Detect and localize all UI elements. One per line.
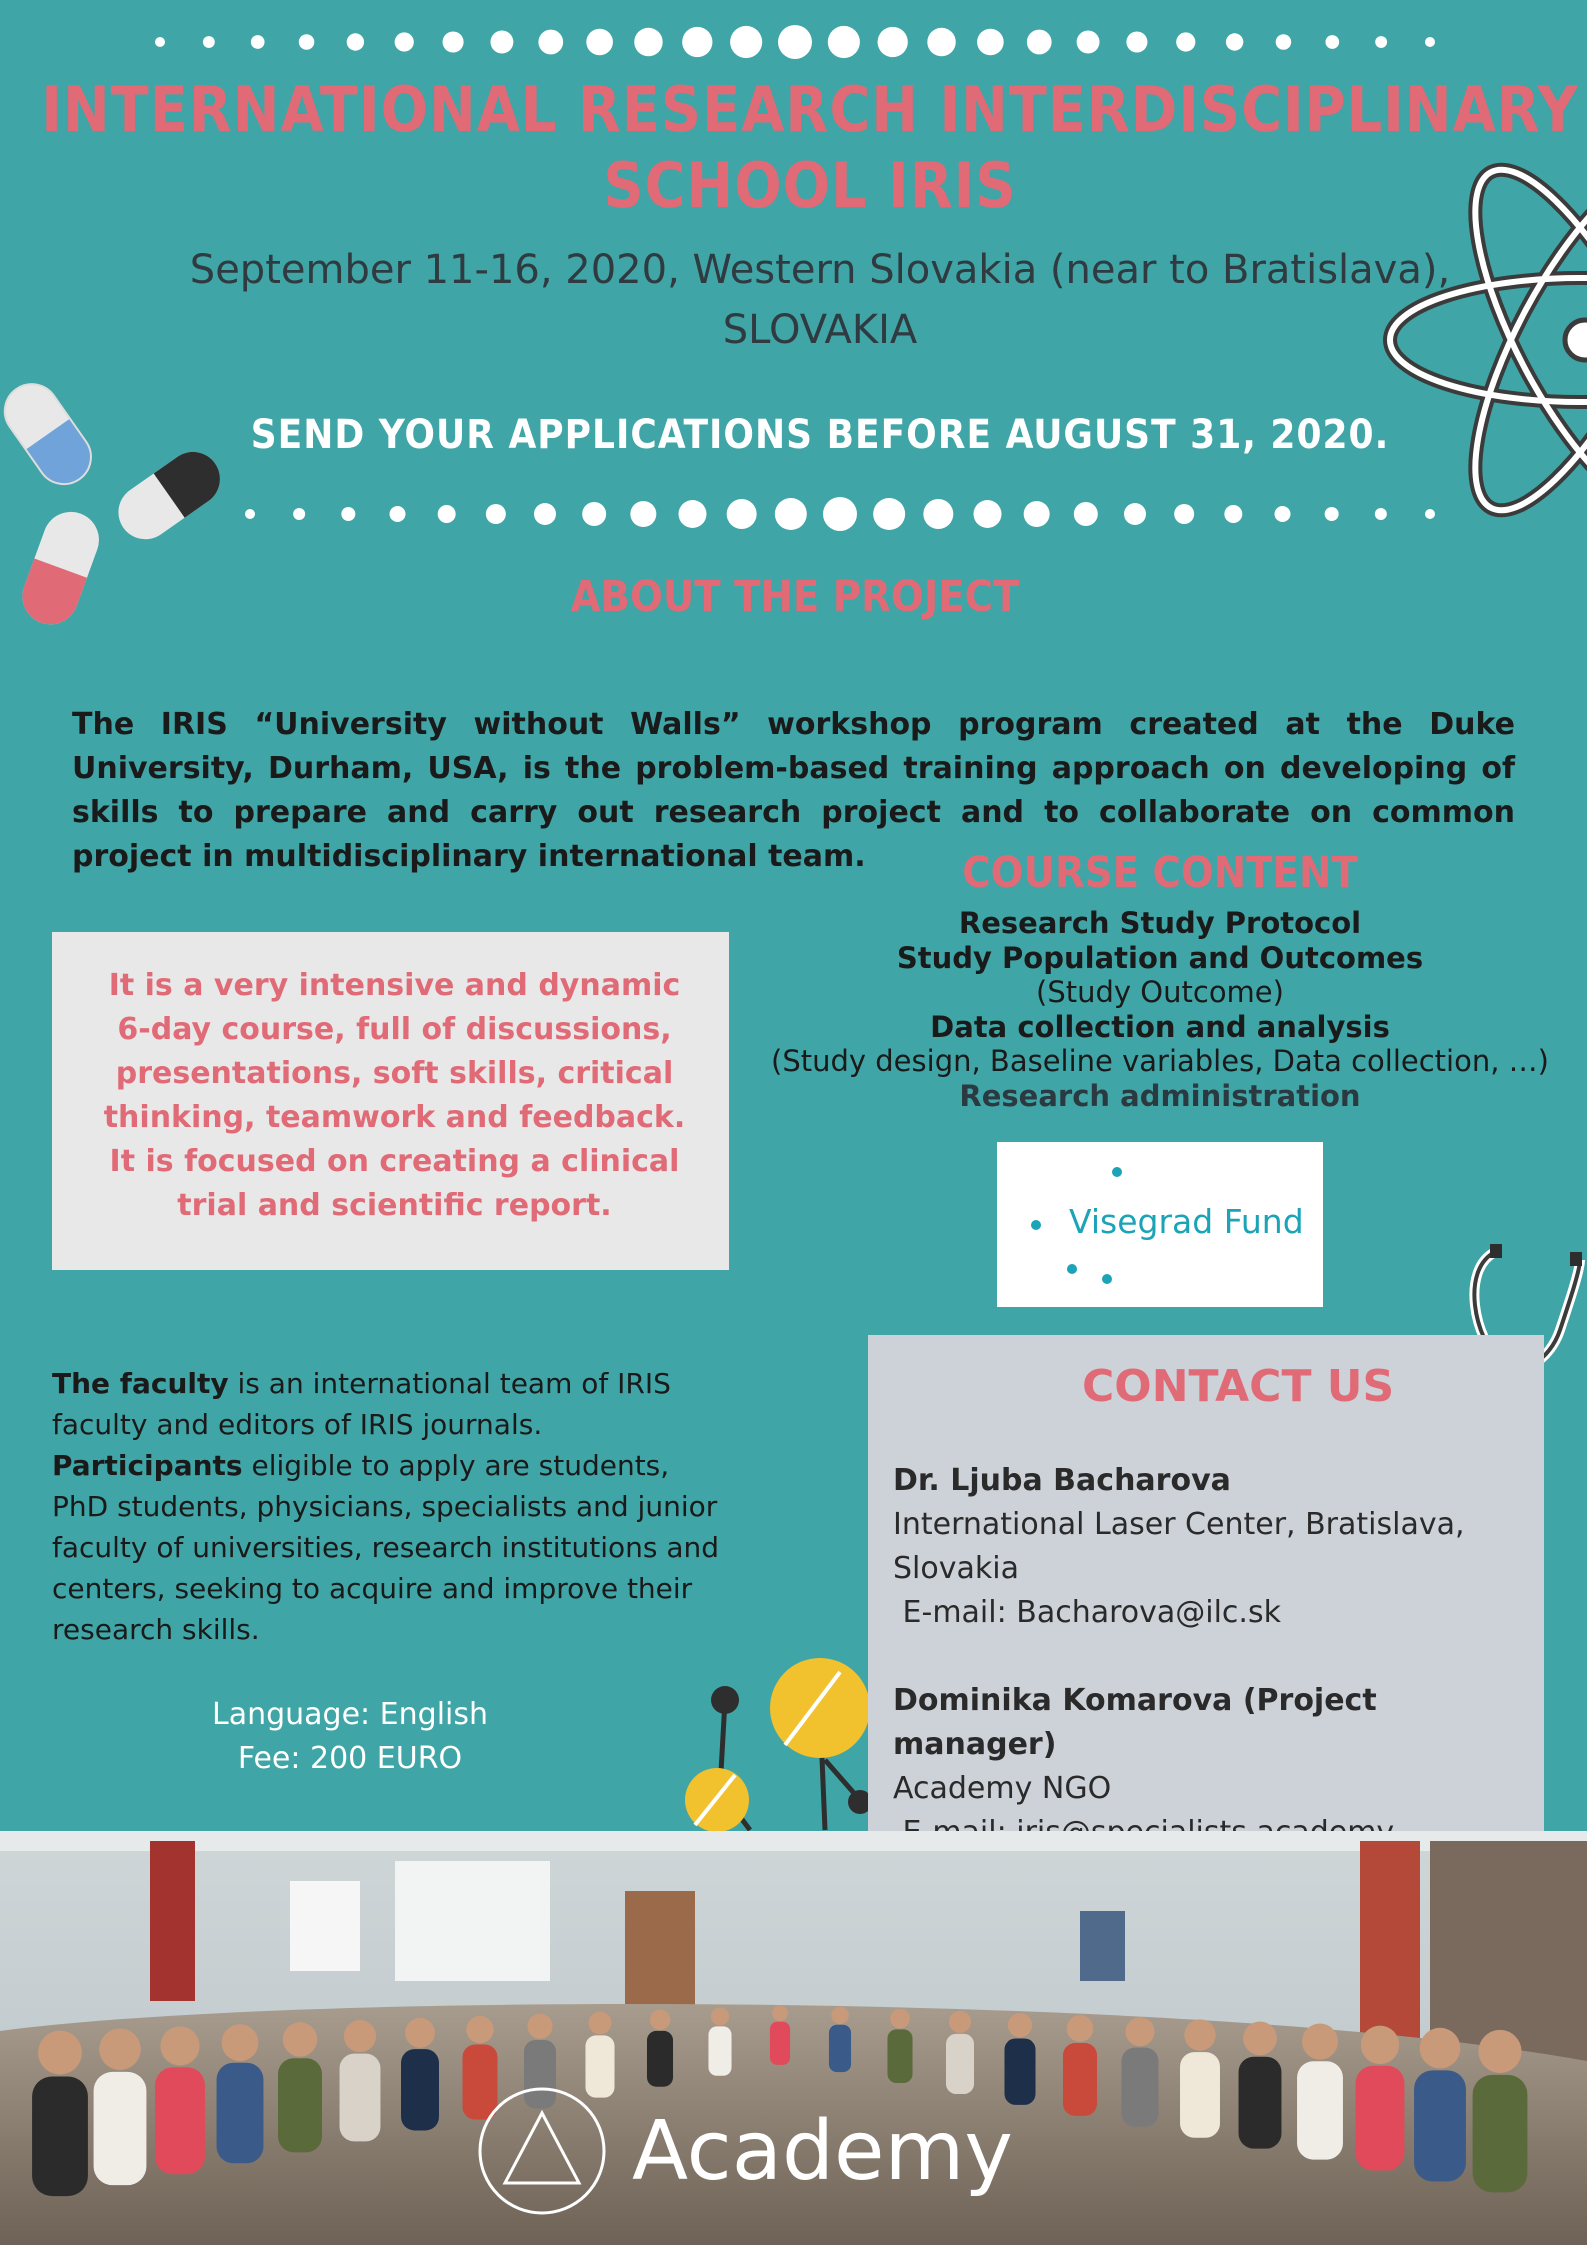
person-body: [946, 2034, 974, 2094]
logo-dot: [1102, 1274, 1112, 1284]
decor-dot: [538, 30, 563, 55]
top-dot-divider: [150, 22, 1440, 62]
decor-dot: [390, 506, 406, 522]
decor-dot: [347, 33, 364, 50]
person-head: [99, 2028, 141, 2070]
person-head: [283, 2022, 318, 2057]
person-body: [887, 2029, 912, 2083]
decor-dot: [486, 504, 506, 524]
decor-dot: [1375, 36, 1387, 48]
decor-dot: [438, 505, 456, 523]
decor-dot: [923, 499, 953, 529]
person-body: [278, 2058, 322, 2152]
decor-dot: [727, 499, 757, 529]
decor-dot: [778, 25, 812, 59]
decor-dot: [443, 31, 464, 52]
decor-dot: [1174, 504, 1194, 524]
decor-dot: [630, 501, 656, 527]
person-head: [38, 2031, 82, 2075]
person-head: [1478, 2030, 1521, 2073]
person-head: [1302, 2024, 1338, 2060]
decor-dot: [1224, 505, 1242, 523]
course-highlight-box: [52, 932, 729, 1270]
participants-text: eligible to apply are students, PhD students, physicians, specialists and junior faculty of universities, research institutions and centers, seeking to acquire and improve their research skills.: [52, 1449, 720, 1646]
person-head: [1067, 2015, 1094, 2042]
decor-dot: [203, 36, 215, 48]
person-body: [524, 2040, 556, 2109]
sponsor-name: Visegrad Fund: [1069, 1202, 1304, 1241]
decor-dot: [155, 37, 165, 47]
decor-dot: [1024, 501, 1050, 527]
person-body: [1356, 2066, 1405, 2171]
language: Language: English: [211, 1697, 489, 1732]
person-body: [155, 2067, 205, 2174]
decor-dot: [534, 503, 556, 525]
person-body: [1122, 2048, 1159, 2127]
contact-email[interactable]: E-mail: Bacharova@ilc.sk: [893, 1595, 1281, 1630]
decor-dot: [927, 28, 955, 56]
decor-dot: [582, 502, 606, 526]
person-head: [1008, 2013, 1032, 2037]
contact-details: [893, 1459, 1543, 1855]
application-deadline: SEND YOUR APPLICATIONS BEFORE AUGUST 31, 2020.: [250, 412, 1390, 458]
person-head: [650, 2009, 670, 2029]
course-item: Study Population and Outcomes: [896, 940, 1424, 975]
decor-dot: [878, 27, 908, 57]
person-head: [1243, 2021, 1277, 2055]
faculty-info: [52, 1363, 732, 1650]
person-head: [1184, 2019, 1215, 2050]
decor-dot: [679, 500, 707, 528]
about-heading: ABOUT THE PROJECT: [570, 572, 1020, 622]
faculty-text: is an international team of IRIS faculty and editors of IRIS journals.: [52, 1367, 671, 1441]
person-head: [890, 2009, 910, 2029]
about-text: The IRIS “University without Walls” workshop program created at the Duke University, Durham, USA, is the problem-based training approach on developing of skills to prepare and carry out research project and to collaborate on common project in multidisciplinary international team.: [72, 707, 1515, 874]
decor-dot: [823, 497, 857, 531]
person-head: [466, 2016, 493, 2043]
person-body: [647, 2031, 673, 2087]
person-body: [32, 2076, 88, 2196]
person-body: [829, 2025, 851, 2072]
course-item: Research administration: [959, 1078, 1361, 1113]
person-body: [94, 2072, 147, 2185]
person-head: [772, 2005, 788, 2021]
person-body: [340, 2054, 381, 2142]
course-highlight-text: It is a very intensive and dynamic 6-day course, full of discussions, presentations, soft skills, critical thinking, teamwork and feedback. It is focused on creating a clinical trial and scientific report.: [103, 968, 686, 1223]
course-details: [150, 1693, 550, 1781]
decor-dot: [395, 32, 414, 51]
person-body: [1180, 2052, 1220, 2138]
fee: Fee: 200 EURO: [237, 1741, 463, 1776]
contact-organization: Academy NGO: [893, 1771, 1112, 1806]
decor-dot: [1425, 509, 1435, 519]
decor-dot: [299, 34, 315, 50]
course-item: Data collection and analysis: [930, 1009, 1390, 1044]
person-head: [589, 2012, 612, 2035]
decor-dot: [251, 35, 265, 49]
person-body: [1239, 2057, 1282, 2149]
decor-dot: [1375, 508, 1387, 520]
person-head: [1125, 2017, 1154, 2046]
decor-dot: [586, 29, 613, 56]
person-body: [401, 2049, 439, 2130]
event-dates-location: September 11-16, 2020, Western Slovakia (near to Bratislava), SLOVAKIA: [189, 247, 1451, 353]
decor-dot: [1074, 502, 1098, 526]
decor-dot: [730, 26, 762, 58]
decor-dot: [1325, 507, 1339, 521]
decor-dot: [873, 498, 905, 530]
person-body: [1297, 2061, 1343, 2159]
faculty-label: The faculty: [52, 1367, 229, 1400]
mid-dot-divider: [240, 494, 1440, 534]
decor-dot: [245, 509, 255, 519]
decor-dot: [1126, 31, 1147, 52]
person-body: [1004, 2038, 1035, 2104]
contact-heading: CONTACT US: [1082, 1361, 1395, 1412]
person-head: [344, 2020, 376, 2052]
page-title: INTERNATIONAL RESEARCH INTERDISCIPLINARY SCHOOL IRIS: [41, 73, 1579, 222]
decor-dot: [775, 498, 807, 530]
contact-name: Dr. Ljuba Bacharova: [893, 1463, 1231, 1498]
course-content-list: [760, 906, 1560, 1113]
person-body: [770, 2022, 790, 2065]
decor-dot: [1226, 33, 1243, 50]
decor-dot: [828, 26, 860, 58]
course-item: Research Study Protocol: [958, 906, 1362, 940]
person-body: [1414, 2070, 1466, 2181]
decor-dot: [1275, 506, 1291, 522]
contact-name: Dominika Komarova (Project manager): [893, 1683, 1377, 1762]
person-head: [1420, 2028, 1461, 2069]
person-body: [585, 2035, 614, 2097]
contact-organization: International Laser Center, Bratislava, Slovakia: [893, 1507, 1465, 1586]
person-head: [1361, 2026, 1399, 2064]
person-body: [1063, 2043, 1097, 2116]
person-head: [222, 2024, 259, 2061]
person-body: [1473, 2075, 1528, 2192]
decor-dot: [977, 29, 1004, 56]
person-body: [708, 2026, 731, 2075]
contact-panel: [868, 1335, 1544, 1831]
logo-dot: [1031, 1220, 1041, 1230]
course-content-heading: COURSE CONTENT: [962, 848, 1358, 898]
decor-dot: [341, 507, 355, 521]
person-body: [463, 2045, 498, 2120]
decor-dot: [293, 508, 305, 520]
decor-dot: [1027, 30, 1052, 55]
course-item-subtext: (Study Outcome): [1036, 975, 1284, 1009]
course-item-subtext: (Study design, Baseline variables, Data collection, …): [771, 1044, 1549, 1078]
pills-icon: [0, 370, 240, 630]
molecule-icon: [680, 1650, 880, 1835]
decor-dot: [974, 500, 1002, 528]
logo-dot: [1067, 1264, 1077, 1274]
person-head: [831, 2007, 848, 2024]
person-body: [217, 2063, 264, 2163]
visegrad-fund-logo: [997, 1142, 1323, 1307]
person-head: [711, 2007, 729, 2025]
decor-dot: [682, 27, 712, 57]
decor-dot: [1077, 31, 1100, 54]
decor-dot: [1276, 34, 1292, 50]
person-head: [160, 2026, 199, 2065]
participants-label: Participants: [52, 1449, 243, 1482]
person-head: [949, 2011, 971, 2033]
person-head: [527, 2014, 552, 2039]
decor-dot: [490, 31, 513, 54]
decor-dot: [1425, 37, 1435, 47]
decor-dot: [1124, 503, 1146, 525]
logo-dot: [1112, 1167, 1122, 1177]
decor-dot: [1176, 32, 1195, 51]
decor-dot: [1325, 35, 1339, 49]
group-photo: [0, 1831, 1587, 2245]
academy-logo: Academy: [632, 2104, 1013, 2199]
person-head: [405, 2018, 435, 2048]
decor-dot: [634, 28, 662, 56]
